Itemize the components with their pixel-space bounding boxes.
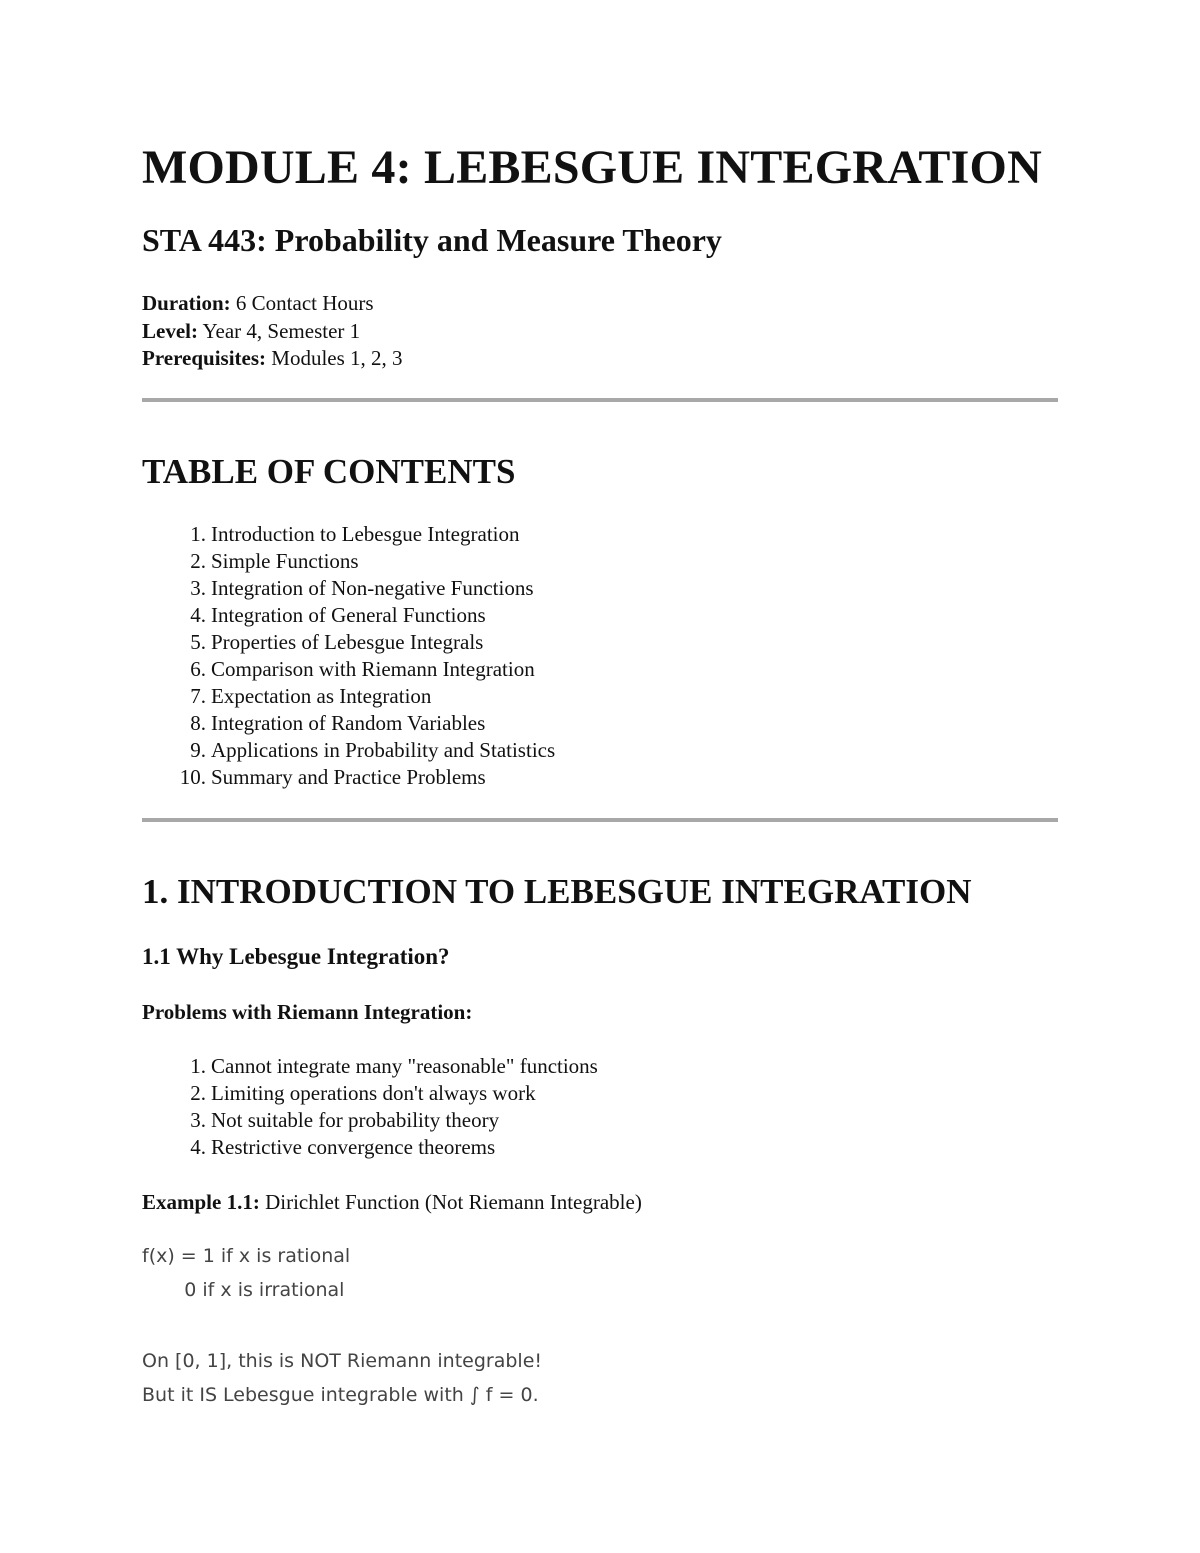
toc-item: [142, 656, 555, 683]
toc-item-label: Integration of General Functions: [211, 603, 486, 627]
problems-list: [142, 1053, 598, 1161]
module-meta: [142, 290, 403, 373]
list-item: [142, 1080, 598, 1107]
example-label: Example 1.1:: [142, 1190, 260, 1214]
list-item: [142, 1134, 598, 1161]
toc-item-label: Summary and Practice Problems: [211, 765, 486, 789]
list-number: 1.: [190, 1054, 206, 1078]
list-number: 8.: [190, 711, 206, 735]
toc-item-label: Integration of Random Variables: [211, 711, 486, 735]
problems-heading: Problems with Riemann Integration:: [142, 1000, 473, 1024]
meta-label: Level:: [142, 318, 198, 343]
meta-value: Modules 1, 2, 3: [271, 346, 403, 370]
toc-item-label: Applications in Probability and Statistics: [211, 738, 556, 762]
meta-label: Duration:: [142, 291, 231, 315]
list-number: 1.: [190, 522, 206, 546]
list-number: 5.: [190, 630, 206, 654]
toc-item: [142, 764, 555, 791]
list-item: [142, 1107, 598, 1134]
list-number: 2.: [190, 1081, 206, 1105]
toc-item-label: Introduction to Lebesgue Integration: [211, 522, 520, 546]
toc-item: [142, 548, 555, 575]
list-number: 9.: [190, 738, 206, 762]
toc-item: [142, 737, 555, 764]
section-title: 1. INTRODUCTION TO LEBESGUE INTEGRATION: [142, 872, 972, 911]
module-title: MODULE 4: LEBESGUE INTEGRATION: [142, 141, 1042, 194]
list-number: 10.: [179, 765, 206, 789]
list-number: 4.: [190, 603, 206, 627]
horizontal-rule: [142, 398, 1058, 402]
toc-item-label: Comparison with Riemann Integration: [211, 657, 535, 681]
horizontal-rule: [142, 818, 1058, 822]
list-number: 7.: [190, 684, 206, 708]
toc-item: [142, 575, 555, 602]
example-heading: [142, 1190, 642, 1215]
meta-value: 6 Contact Hours: [235, 291, 374, 315]
list-item-label: Cannot integrate many "reasonable" functions: [211, 1054, 598, 1078]
toc-item: [142, 710, 555, 737]
toc-item-label: Simple Functions: [211, 549, 359, 573]
list-number: 6.: [190, 657, 206, 681]
meta-value: Year 4, Semester 1: [202, 318, 361, 343]
list-number: 3.: [190, 576, 206, 600]
example-text: Dirichlet Function (Not Riemann Integrable): [259, 1190, 642, 1214]
list-item-label: Limiting operations don't always work: [211, 1081, 536, 1105]
course-title: STA 443: Probability and Measure Theory: [142, 222, 722, 258]
toc-item: [142, 602, 555, 629]
meta-prerequisites: [142, 345, 403, 373]
code-block: f(x) = 1 if x is rational 0 if x is irrational: [142, 1245, 351, 1301]
toc-item-label: Properties of Lebesgue Integrals: [211, 630, 484, 654]
meta-duration: [142, 290, 403, 318]
toc-item: [142, 683, 555, 710]
meta-label: Prerequisites:: [142, 346, 267, 370]
list-item: [142, 1053, 598, 1080]
toc-item-label: Expectation as Integration: [211, 684, 432, 708]
list-item-label: Not suitable for probability theory: [211, 1108, 500, 1132]
list-number: 4.: [190, 1135, 206, 1159]
code-block: On [0, 1], this is NOT Riemann integrable! But it IS Lebesgue integrable with ∫ f = 0.: [142, 1350, 543, 1406]
toc-item-label: Integration of Non-negative Functions: [211, 576, 534, 600]
toc-list: [142, 521, 555, 791]
list-number: 2.: [190, 549, 206, 573]
list-number: 3.: [190, 1108, 206, 1132]
subsection-title: 1.1 Why Lebesgue Integration?: [142, 944, 450, 969]
toc-title: TABLE OF CONTENTS: [142, 452, 516, 491]
list-item-label: Restrictive convergence theorems: [211, 1135, 496, 1159]
meta-level: [142, 318, 403, 346]
toc-item: [142, 521, 555, 548]
toc-item: [142, 629, 555, 656]
